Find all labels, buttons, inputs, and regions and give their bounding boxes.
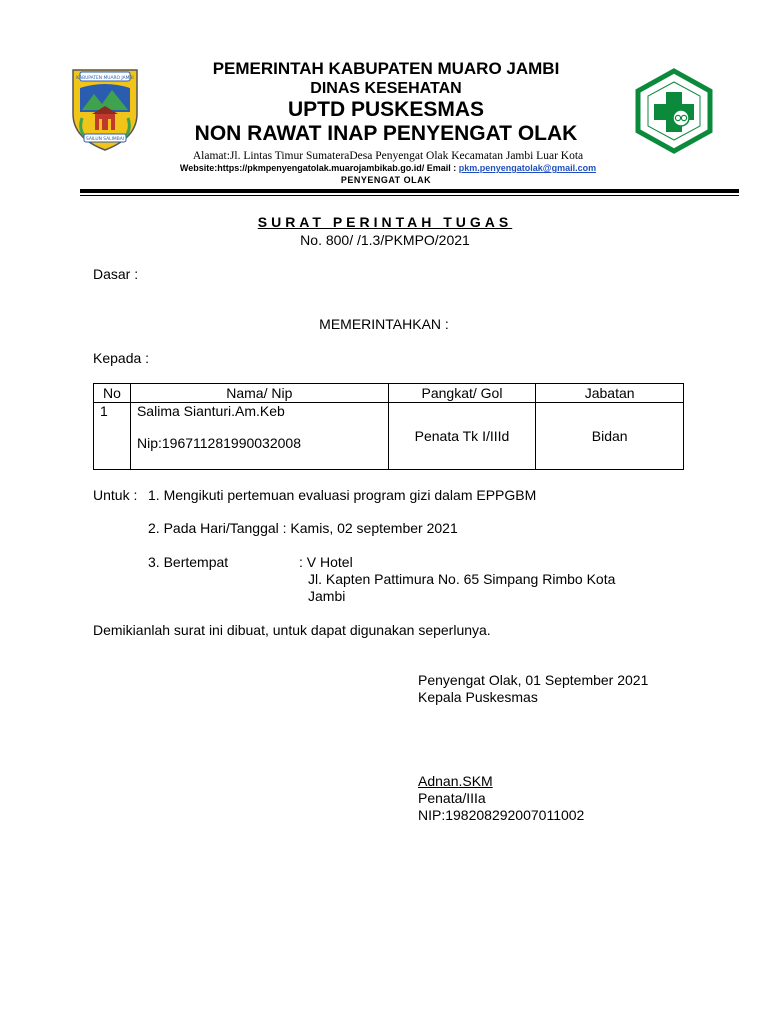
command-heading: MEMERINTAHKAN :	[319, 316, 449, 332]
table-row	[94, 403, 684, 470]
facility-title: NON RAWAT INAP PENYENGAT OLAK	[194, 122, 578, 145]
venue-label: 3. Bertempat	[148, 554, 229, 570]
assignee-table	[93, 383, 684, 470]
signer-rank: Penata/IIIa	[418, 790, 486, 806]
signer-nip: NIP:198208292007011002	[418, 807, 585, 823]
signer-name: Adnan.SKM	[418, 773, 493, 789]
unit-title: UPTD PUSKESMAS	[287, 98, 485, 121]
closing-statement: Demikianlah surat ini dibuat, untuk dapat digunakan seperlunya.	[93, 622, 491, 638]
column-header-no: No	[94, 384, 131, 403]
location-line: PENYENGAT OLAK	[340, 175, 432, 185]
address-line: Alamat:Jl. Lintas Timur SumateraDesa Penyengat Olak Kecamatan Jambi Luar Kota	[192, 150, 584, 162]
header-divider-thick	[80, 189, 739, 193]
cell-name-nip	[130, 403, 388, 470]
purpose-item-1: 1. Mengikuti pertemuan evaluasi program gizi dalam EPPGBM	[148, 487, 537, 503]
email-link[interactable]: pkm.penyengatolak@gmail.com	[458, 163, 597, 173]
government-title: PEMERINTAH KABUPATEN MUARO JAMBI	[212, 59, 560, 78]
purpose-item-2: 2. Pada Hari/Tanggal : Kamis, 02 september 2021	[148, 520, 458, 536]
header-divider-thin	[80, 195, 739, 196]
recipient-label: Kepada :	[93, 350, 150, 366]
letter-number: No. 800/ /1.3/PKMPO/2021	[300, 232, 470, 248]
cell-position: Bidan	[536, 403, 684, 470]
website-text: Website:https://pkmpenyengatolak.muarojambikab.go.id/ Email :	[179, 163, 459, 173]
place-and-date: Penyengat Olak, 01 September 2021	[418, 672, 649, 688]
agency-title: DINAS KESEHATAN	[310, 80, 462, 97]
cell-no: 1	[94, 403, 131, 470]
venue-address-line-2: Jambi	[308, 588, 346, 604]
purpose-label: Untuk :	[93, 487, 138, 503]
column-header-rank: Pangkat/ Gol	[388, 384, 536, 403]
assignee-nip: Nip:196711281990032008	[136, 435, 301, 451]
table-header-row	[94, 384, 684, 403]
column-header-position: Jabatan	[536, 384, 684, 403]
cell-rank: Penata Tk I/IIId	[388, 403, 536, 470]
column-header-name: Nama/ Nip	[130, 384, 388, 403]
venue-address-line-1: Jl. Kapten Pattimura No. 65 Simpang Rimbo Kota	[308, 571, 616, 587]
contact-line	[0, 163, 768, 173]
venue-name: : V Hotel	[299, 554, 353, 570]
logo-top-text: KABUPATEN MUARO JAMBI	[76, 76, 134, 81]
signer-position: Kepala Puskesmas	[418, 689, 538, 705]
assignee-name: Salima Sianturi.Am.Keb	[136, 403, 285, 419]
letter-title: SURAT PERINTAH TUGAS	[257, 214, 513, 230]
basis-label: Dasar :	[93, 266, 139, 282]
logo-bottom-text: SAILUN SALIMBAI	[86, 137, 124, 142]
